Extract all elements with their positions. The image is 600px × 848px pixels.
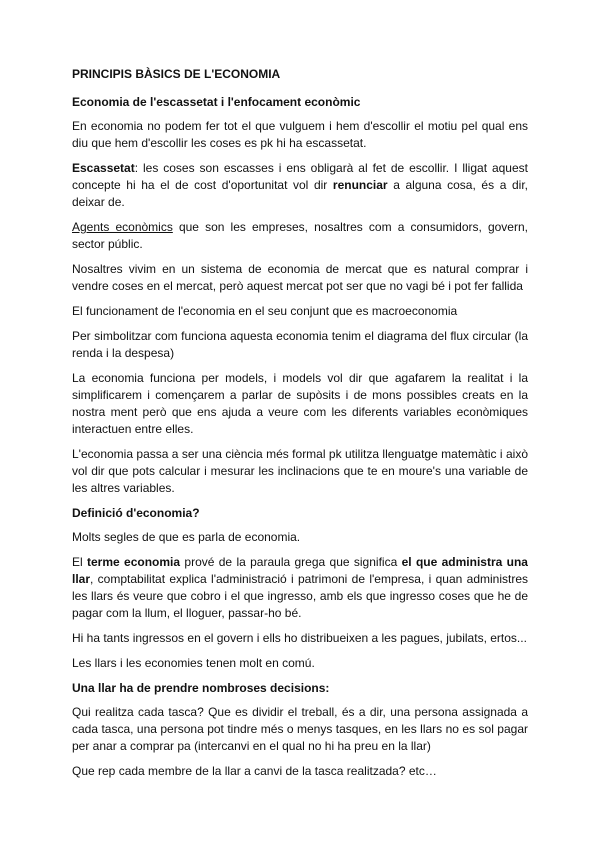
text: El bbox=[72, 555, 88, 569]
paragraph-escassetat bbox=[72, 160, 528, 211]
paragraph: Les llars i les economies tenen molt en comú. bbox=[72, 656, 315, 670]
section-heading-llar: Una llar ha de prendre nombroses decisions: bbox=[72, 681, 330, 695]
text: : les coses son escasses i ens obligarà al fet de escollir. I lligat aquest concepte hi ha el de cost d'oportunitat vol dir bbox=[72, 161, 528, 192]
paragraph: Qui realitza cada tasca? Que es dividir el treball, és a dir, una persona assignada a cada tasca, una persona pot tindre més o menys tasques, en les llars no es sol pagar per anar a comprar pa (intercanvi en el qual no hi ha preu en la llar) bbox=[72, 705, 528, 753]
text: , comptabilitat explica l'administració i patrimoni de l'empresa, i quan administres les llars és veure que cobro i el que ingresso, amb els que ingresso coses que he de pagar com la llum, el lloguer, passar-ho bé. bbox=[72, 572, 528, 620]
paragraph-terme bbox=[72, 554, 528, 622]
paragraph: Per simbolitzar com funciona aquesta economia tenim el diagrama del flux circular (la renda i la despesa) bbox=[72, 329, 528, 360]
text: que son les empreses, nosaltres com a consumidors, govern, sector públic. bbox=[72, 220, 528, 251]
text: prové de la paraula grega que significa bbox=[180, 555, 402, 569]
underlined-term: Agents econòmics bbox=[72, 220, 173, 234]
paragraph: El funcionament de l'economia en el seu conjunt que es macroeconomia bbox=[72, 304, 458, 318]
paragraph-agents bbox=[72, 219, 528, 253]
paragraph: La economia funciona per models, i models vol dir que agafarem la realitat i la simplificarem i començarem a parlar de supòsits i de mons possibles creats en la nostra ment però que ens ajuda a veure com les diferents variables econòmiques interactuen entre elles. bbox=[72, 371, 528, 436]
paragraph: Hi ha tants ingressos en el govern i ells ho distribueixen a les pagues, jubilats, ertos... bbox=[72, 631, 527, 645]
bold-term: Escassetat bbox=[72, 161, 135, 175]
paragraph: En economia no podem fer tot el que vulguem i hem d'escollir el motiu pel qual ens diu que hem d'escollir les coses es pk hi ha escassetat. bbox=[72, 119, 528, 150]
section-heading-definicio: Definició d'economia? bbox=[72, 506, 200, 520]
section-heading-escassetat: Economia de l'escassetat i l'enfocament econòmic bbox=[72, 95, 361, 109]
bold-term: terme economia bbox=[87, 555, 181, 569]
text: a alguna cosa, és a dir, deixar de. bbox=[72, 178, 528, 209]
bold-term: el que administra una llar bbox=[72, 555, 528, 586]
paragraph: Nosaltres vivim en un sistema de economia de mercat que es natural comprar i vendre coses en el mercat, però aquest mercat pot ser que no vagi bé i pot fer fallida bbox=[72, 262, 528, 293]
paragraph: Molts segles de que es parla de economia. bbox=[72, 530, 301, 544]
document-title: PRINCIPIS BÀSICS DE L'ECONOMIA bbox=[72, 67, 281, 81]
bold-term: renunciar bbox=[332, 178, 388, 192]
paragraph: L'economia passa a ser una ciència més formal pk utilitza llenguatge matemàtic i això vol dir que pots calcular i mesurar les inclinacions que te en moure's una variable de les altres variables. bbox=[72, 447, 528, 495]
document-page bbox=[72, 66, 528, 788]
paragraph: Que rep cada membre de la llar a canvi de la tasca realitzada? etc… bbox=[72, 764, 437, 778]
